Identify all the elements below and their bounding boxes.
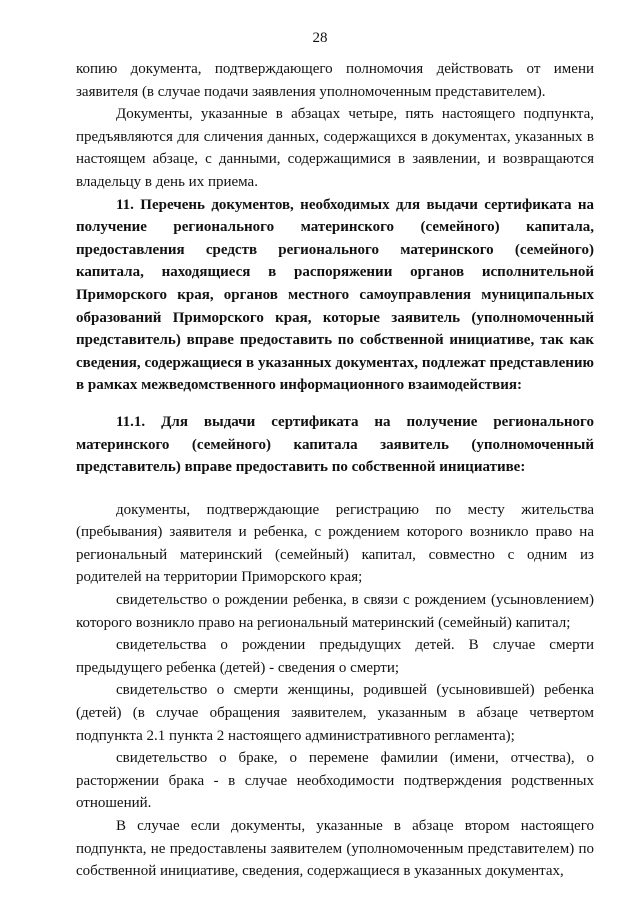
document-body — [76, 58, 594, 883]
paragraph-death-certificate: свидетельство о смерти женщины, родившей (усыновившей) ребенка (детей) (в случае обращения заявителем, указанным в абзаце четвертом подпункта 2.1 пункта 2 настоящего административного регламента); — [76, 682, 594, 744]
paragraph-registration-docs: документы, подтверждающие регистрацию по месту жительства (пребывания) заявителя и ребенка, с рождением которого возникло право на региональный материнский (семейный) капитал, совместно с одним из родителей на территории Приморского края; — [76, 501, 594, 586]
spacer — [76, 479, 594, 499]
paragraph-power-of-attorney: копию документа, подтверждающего полномочия действовать от имени заявителя (в случае подачи заявления уполномоченным представителем). — [76, 61, 594, 100]
paragraph-previous-children: свидетельства о рождении предыдущих детей. В случае смерти предыдущего ребенка (детей) - сведения о смерти; — [76, 637, 594, 676]
paragraph-interagency-request: В случае если документы, указанные в абзаце втором настоящего подпункта, не предоставлены заявителем (уполномоченным представителем) по собственной инициативе, сведения, содержащиеся в указанных документах, — [76, 818, 594, 880]
section-heading-11-1: 11.1. Для выдачи сертификата на получение регионального материнского (семейного) капитала заявитель (уполномоченный представитель) вправе предоставить по собственной инициативе: — [76, 413, 594, 476]
paragraph-birth-certificate: свидетельство о рождении ребенка, в связи с рождением (усыновлением) которого возникло право на региональный материнский (семейный) капитал; — [76, 592, 594, 631]
page-number: 28 — [312, 30, 328, 46]
spacer — [76, 397, 594, 411]
paragraph-marriage-certificate: свидетельство о браке, о перемене фамилии (имени, отчества), о расторжении брака - в случае необходимости подтверждения родственных отношений. — [76, 750, 594, 812]
paragraph-documents-returned: Документы, указанные в абзацах четыре, пять настоящего подпункта, предъявляются для сличения данных, содержащихся в документах, указанных в настоящем абзаце, с данными, содержащимися в заявлении, и возвращаются владельцу в день их приема. — [76, 106, 594, 190]
section-heading-11: 11. Перечень документов, необходимых для выдачи сертификата на получение регионального материнского (семейного) капитала, предоставления средств регионального материнского (семейного) капитала, находящиеся в распоряжении органов исполнительной Приморского края, органов местного самоуправления муниципальных образований Приморского края, которые заявитель (уполномоченный представитель) вправе предоставить по собственной инициативе, так как сведения, содержащиеся в указанных документах, подлежат представлению в рамках межведомственного информационного взаимодействия: — [76, 196, 594, 394]
